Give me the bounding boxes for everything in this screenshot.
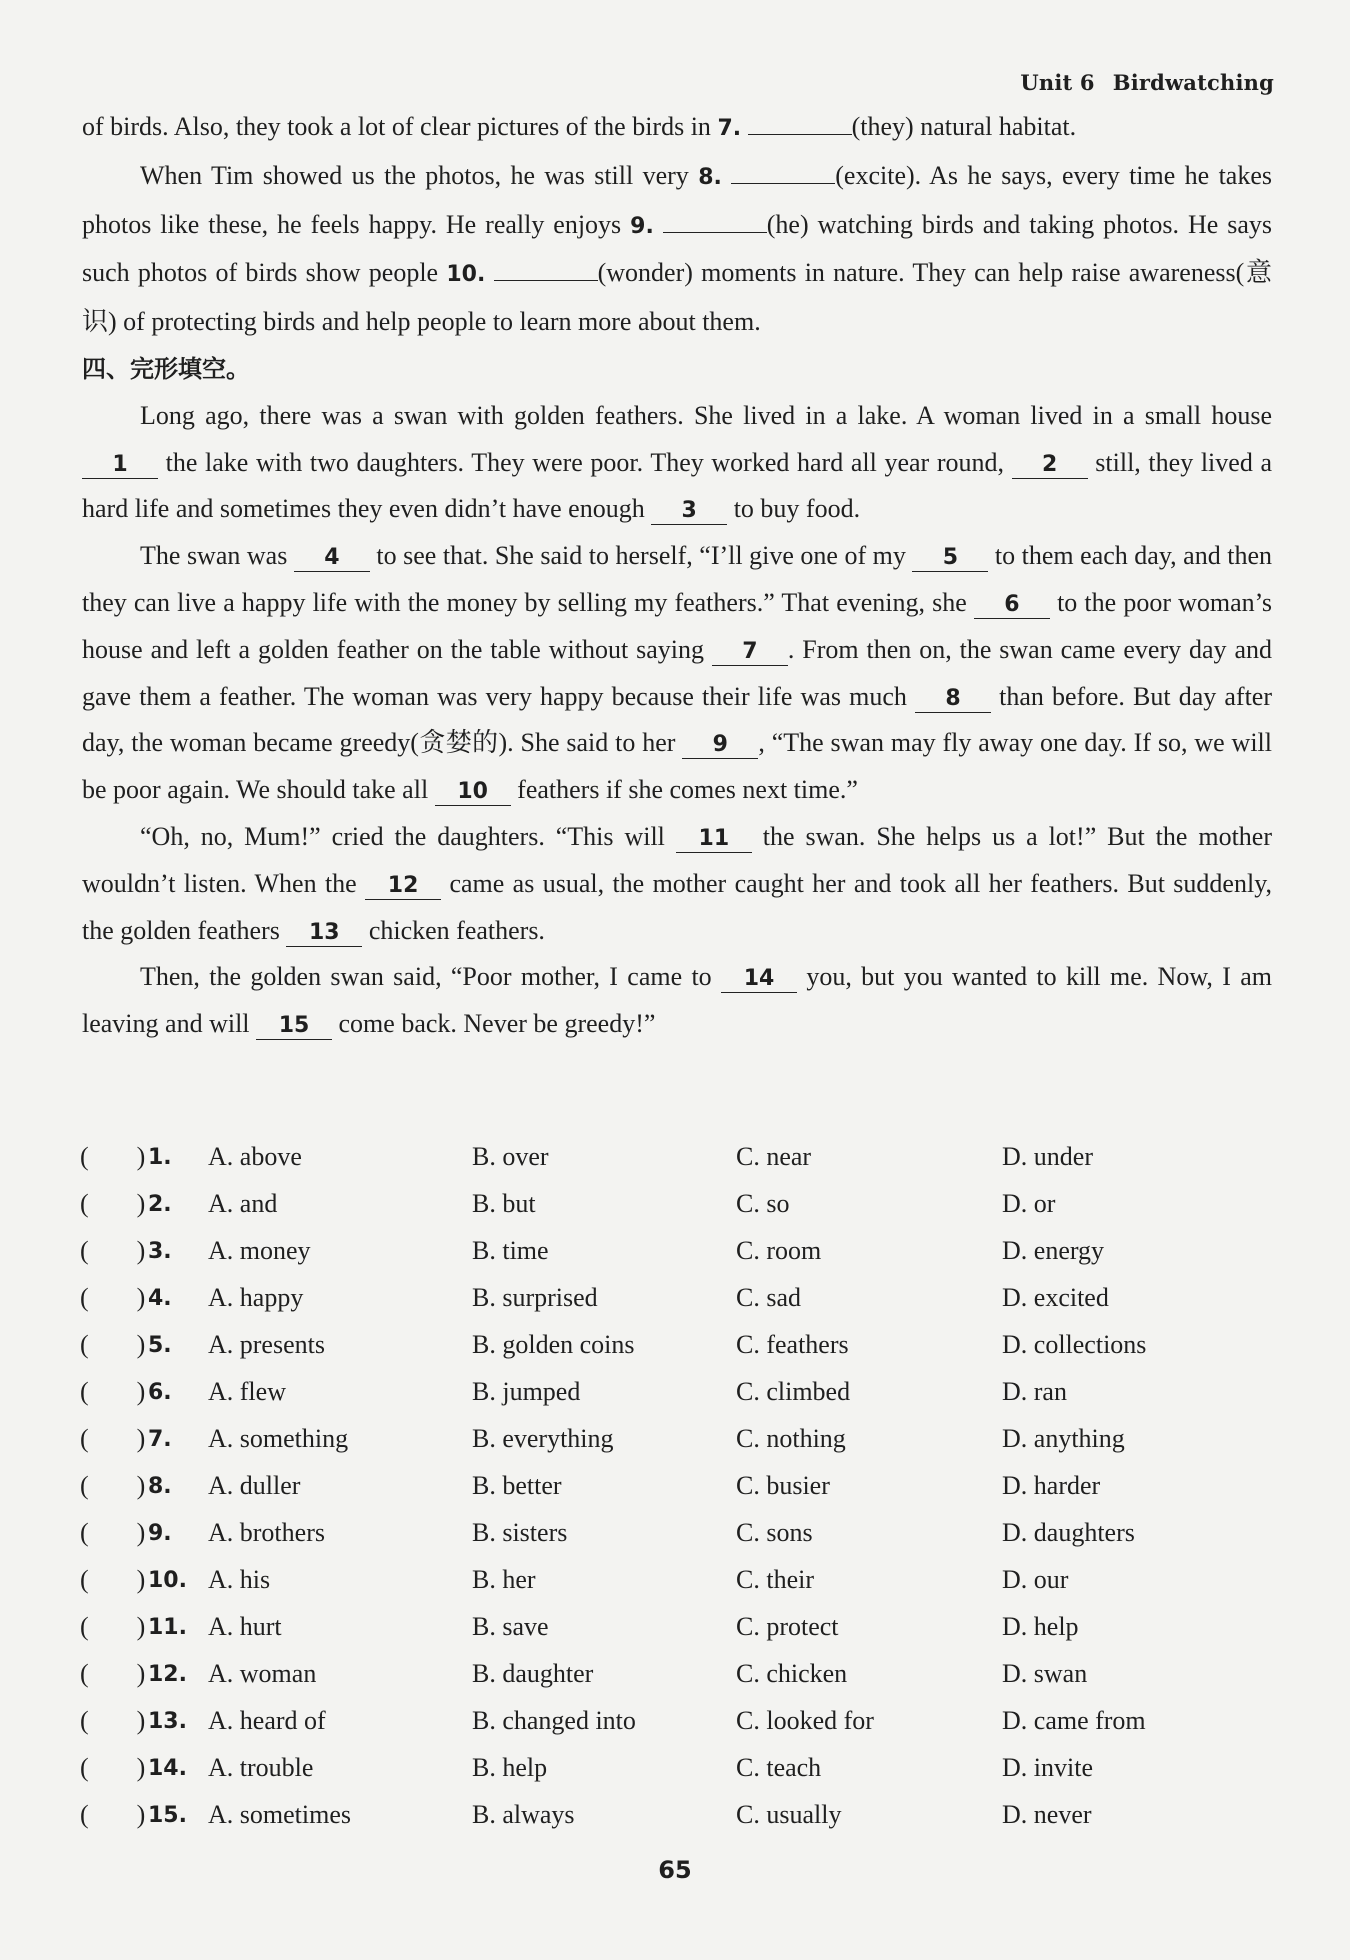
- text: Then, the golden swan said, “Poor mother, I came to: [140, 962, 721, 992]
- question-number: 2.: [148, 1192, 172, 1217]
- option-a: A. sometimes: [208, 1800, 351, 1829]
- paren-close: ): [136, 1424, 146, 1453]
- paren-open: (: [80, 1612, 89, 1641]
- option-b: B. everything: [472, 1424, 614, 1453]
- text: The swan was: [140, 541, 294, 571]
- option-d: D. our: [1002, 1565, 1069, 1594]
- option-c: C. room: [736, 1236, 822, 1265]
- answer-paren[interactable]: [80, 1471, 145, 1501]
- question-number: 11.: [148, 1615, 187, 1640]
- cloze-blank-1: 1: [82, 452, 158, 479]
- text: (he) watching birds and taking photos. He says such photos of birds show people: [82, 209, 1273, 288]
- paren-close: ): [136, 1189, 146, 1218]
- passage-paragraph-2: [82, 153, 1272, 346]
- paren-close: ): [136, 1706, 146, 1735]
- text: When Tim showed us the photos, he was still very: [140, 160, 699, 190]
- answer-blank-9[interactable]: [663, 232, 767, 233]
- question-row: [80, 1753, 1280, 1800]
- option-a: A. something: [208, 1424, 349, 1453]
- question-number: 3.: [148, 1239, 172, 1264]
- question-row: [80, 1236, 1280, 1283]
- text: . From then on, the swan came every day and gave them a feather. The woman was very happy because their life was much: [82, 634, 1272, 711]
- answer-paren[interactable]: [80, 1189, 145, 1219]
- paren-open: (: [80, 1753, 89, 1782]
- option-b: B. help: [472, 1753, 548, 1782]
- text: came as usual, the mother caught her and took all her feathers. But suddenly, the golden feathers: [82, 868, 1273, 945]
- answer-blank-10[interactable]: [494, 280, 598, 281]
- option-d: D. harder: [1002, 1471, 1101, 1500]
- option-c: C. sons: [736, 1518, 813, 1547]
- page-number: 65: [658, 1856, 692, 1884]
- paren-close: ): [136, 1142, 146, 1171]
- option-b: B. sisters: [472, 1518, 568, 1547]
- running-header: [1020, 70, 1274, 95]
- answer-paren[interactable]: [80, 1518, 145, 1548]
- option-d: D. help: [1002, 1612, 1079, 1641]
- option-a: A. duller: [208, 1471, 301, 1500]
- question-number: 8.: [148, 1474, 172, 1499]
- question-number: 7.: [148, 1427, 172, 1452]
- option-a: A. happy: [208, 1283, 304, 1312]
- question-number: 6.: [148, 1380, 172, 1405]
- paren-close: ): [136, 1800, 146, 1829]
- answer-blank-7[interactable]: [748, 134, 852, 135]
- question-row: [80, 1706, 1280, 1753]
- cloze-blank-5: 5: [912, 545, 988, 572]
- cloze-blank-7: 7: [712, 639, 788, 666]
- unit-topic: Birdwatching: [1112, 70, 1274, 95]
- paren-open: (: [80, 1236, 89, 1265]
- answer-paren[interactable]: [80, 1424, 145, 1454]
- option-c: C. sad: [736, 1283, 801, 1312]
- question-row: [80, 1283, 1280, 1330]
- paren-open: (: [80, 1659, 89, 1688]
- paren-open: (: [80, 1518, 89, 1547]
- text: come back. Never be greedy!”: [332, 1009, 656, 1039]
- option-c: C. so: [736, 1189, 790, 1218]
- option-b: B. jumped: [472, 1377, 581, 1406]
- paren-open: (: [80, 1800, 89, 1829]
- question-row: [80, 1471, 1280, 1518]
- cloze-paragraph-3: [82, 814, 1272, 954]
- cloze-blank-4: 4: [294, 545, 370, 572]
- option-a: A. hurt: [208, 1612, 282, 1641]
- section-title: 四、完形填空。: [82, 354, 250, 383]
- answer-paren[interactable]: [80, 1377, 145, 1407]
- question-number: 1.: [148, 1145, 172, 1170]
- option-d: D. under: [1002, 1142, 1093, 1171]
- option-a: A. heard of: [208, 1706, 326, 1735]
- paren-open: (: [80, 1424, 89, 1453]
- question-number: 10.: [446, 262, 486, 288]
- question-number: 8.: [698, 164, 722, 190]
- unit-label: Unit 6: [1020, 70, 1095, 95]
- paren-close: ): [136, 1659, 146, 1688]
- answer-paren[interactable]: [80, 1612, 145, 1642]
- question-row: [80, 1565, 1280, 1612]
- question-row: [80, 1142, 1280, 1189]
- text: than before. But day after day, the woman became greedy(贪婪的). She said to her: [82, 681, 1273, 758]
- option-b: B. over: [472, 1142, 549, 1171]
- option-b: B. always: [472, 1800, 575, 1829]
- answer-paren[interactable]: [80, 1753, 145, 1783]
- cloze-blank-14: 14: [721, 966, 797, 993]
- text: (they) natural habitat.: [851, 112, 1077, 141]
- cloze-blank-6: 6: [974, 592, 1050, 619]
- option-a: A. brothers: [208, 1518, 325, 1547]
- cloze-blank-12: 12: [365, 873, 441, 900]
- answer-paren[interactable]: [80, 1706, 145, 1736]
- option-c: C. feathers: [736, 1330, 849, 1359]
- text: still, they lived a hard life and sometimes they even didn’t have enough: [82, 447, 1272, 524]
- question-number: 13.: [148, 1709, 187, 1734]
- paren-open: (: [80, 1283, 89, 1312]
- option-c: C. climbed: [736, 1377, 851, 1406]
- option-d: D. daughters: [1002, 1518, 1135, 1547]
- question-number: 4.: [148, 1286, 172, 1311]
- paren-open: (: [80, 1471, 89, 1500]
- passage-line-1: [82, 104, 1272, 153]
- option-c: C. their: [736, 1565, 814, 1594]
- question-row: [80, 1377, 1280, 1424]
- text: you, but you wanted to kill me. Now, I am leaving and will: [82, 962, 1272, 1039]
- option-a: A. presents: [208, 1330, 325, 1359]
- option-d: D. ran: [1002, 1377, 1067, 1406]
- question-row: [80, 1800, 1280, 1847]
- paren-close: ): [136, 1283, 146, 1312]
- option-c: C. looked for: [736, 1706, 874, 1735]
- question-number: 9.: [630, 213, 654, 239]
- question-row: [80, 1612, 1280, 1659]
- paren-open: (: [80, 1330, 89, 1359]
- answer-paren[interactable]: [80, 1659, 145, 1689]
- cloze-paragraph-1: [82, 393, 1272, 533]
- paren-open: (: [80, 1189, 89, 1218]
- text: the lake with two daughters. They were poor. They worked hard all year round,: [158, 447, 1012, 477]
- answer-paren[interactable]: [80, 1283, 145, 1313]
- option-b: B. surprised: [472, 1283, 598, 1312]
- cloze-blank-2: 2: [1012, 452, 1088, 479]
- paren-open: (: [80, 1706, 89, 1735]
- option-a: A. flew: [208, 1377, 286, 1406]
- option-b: B. save: [472, 1612, 549, 1641]
- option-a: A. money: [208, 1236, 311, 1265]
- paren-open: (: [80, 1565, 89, 1594]
- paren-close: ): [136, 1753, 146, 1782]
- option-d: D. collections: [1002, 1330, 1147, 1359]
- option-a: A. trouble: [208, 1753, 314, 1782]
- text: of birds. Also, they took a lot of clear pictures of the birds in: [82, 112, 718, 141]
- option-d: D. anything: [1002, 1424, 1125, 1453]
- option-c: C. teach: [736, 1753, 822, 1782]
- option-a: A. and: [208, 1189, 278, 1218]
- option-b: B. daughter: [472, 1659, 594, 1688]
- paren-close: ): [136, 1518, 146, 1547]
- option-a: A. woman: [208, 1659, 317, 1688]
- answer-paren[interactable]: [80, 1565, 145, 1595]
- text: feathers if she comes next time.”: [510, 775, 858, 805]
- option-d: D. or: [1002, 1189, 1056, 1218]
- question-number: 14.: [148, 1756, 187, 1781]
- option-d: D. never: [1002, 1800, 1092, 1829]
- answer-paren[interactable]: [80, 1142, 145, 1172]
- option-c: C. busier: [736, 1471, 830, 1500]
- text: chicken feathers.: [362, 915, 545, 945]
- question-number: 9.: [148, 1521, 172, 1546]
- option-c: C. protect: [736, 1612, 839, 1641]
- option-d: D. energy: [1002, 1236, 1105, 1265]
- cloze-blank-3: 3: [651, 498, 727, 525]
- question-row: [80, 1189, 1280, 1236]
- answer-paren[interactable]: [80, 1330, 145, 1360]
- option-b: B. time: [472, 1236, 549, 1265]
- question-row: [80, 1330, 1280, 1377]
- option-b: B. but: [472, 1189, 536, 1218]
- text: to see that. She said to herself, “I’ll give one of my: [369, 541, 913, 571]
- option-b: B. golden coins: [472, 1330, 635, 1359]
- answer-paren[interactable]: [80, 1800, 145, 1830]
- option-d: D. excited: [1002, 1283, 1109, 1312]
- body-text: [82, 104, 1272, 1048]
- option-d: D. came from: [1002, 1706, 1146, 1735]
- option-c: C. nothing: [736, 1424, 846, 1453]
- cloze-blank-15: 15: [256, 1013, 332, 1040]
- text: “Oh, no, Mum!” cried the daughters. “This will: [140, 821, 676, 851]
- question-row: [80, 1424, 1280, 1471]
- question-number: 15.: [148, 1803, 187, 1828]
- cloze-blank-9: 9: [682, 732, 758, 759]
- cloze-blank-11: 11: [676, 826, 752, 853]
- option-d: D. invite: [1002, 1753, 1093, 1782]
- paren-close: ): [136, 1471, 146, 1500]
- cloze-blank-10: 10: [435, 779, 511, 806]
- question-row: [80, 1659, 1280, 1706]
- question-row: [80, 1518, 1280, 1565]
- cloze-blank-13: 13: [286, 920, 362, 947]
- cloze-paragraph-2: [82, 533, 1272, 814]
- question-number: 5.: [148, 1333, 172, 1358]
- option-b: B. better: [472, 1471, 562, 1500]
- option-d: D. swan: [1002, 1659, 1088, 1688]
- cloze-blank-8: 8: [915, 686, 991, 713]
- paren-close: ): [136, 1236, 146, 1265]
- option-b: B. her: [472, 1565, 536, 1594]
- text: to buy food.: [727, 494, 861, 524]
- option-c: C. usually: [736, 1800, 842, 1829]
- cloze-paragraph-4: [82, 954, 1272, 1048]
- option-a: A. his: [208, 1565, 271, 1594]
- answer-paren[interactable]: [80, 1236, 145, 1266]
- question-number: 10.: [148, 1568, 187, 1593]
- option-a: A. above: [208, 1142, 302, 1171]
- text: the swan. She helps us a lot!” But the mother wouldn’t listen. When the: [82, 821, 1273, 898]
- text: (wonder) moments in nature. They can help raise awareness(意识) of protecting birds and help people to learn more about them.: [82, 258, 1273, 337]
- paren-open: (: [80, 1142, 89, 1171]
- text: Long ago, there was a swan with golden feathers. She lived in a lake. A woman lived in a small house: [140, 400, 1272, 430]
- answer-blank-8[interactable]: [731, 183, 835, 184]
- option-c: C. chicken: [736, 1659, 848, 1688]
- question-number: 7.: [717, 116, 742, 141]
- question-number: 12.: [148, 1662, 187, 1687]
- option-c: C. near: [736, 1142, 812, 1171]
- text: to them each day, and then they can live a happy life with the money by selling my feathers.” That evening, she: [82, 541, 1272, 617]
- paren-open: (: [80, 1377, 89, 1406]
- paren-close: ): [136, 1330, 146, 1359]
- text: (excite). As he says, every time he takes photos like these, he feels happy. He really enjoys: [82, 160, 1273, 239]
- text: , “The swan may fly away one day. If so, we will be poor again. We should take all: [82, 728, 1272, 805]
- paren-close: ): [136, 1377, 146, 1406]
- text: to the poor woman’s house and left a golden feather on the table without saying: [82, 587, 1272, 664]
- paren-close: ): [136, 1612, 146, 1641]
- answer-options-list: [80, 1142, 1280, 1847]
- option-b: B. changed into: [472, 1706, 636, 1735]
- paren-close: ): [136, 1565, 146, 1594]
